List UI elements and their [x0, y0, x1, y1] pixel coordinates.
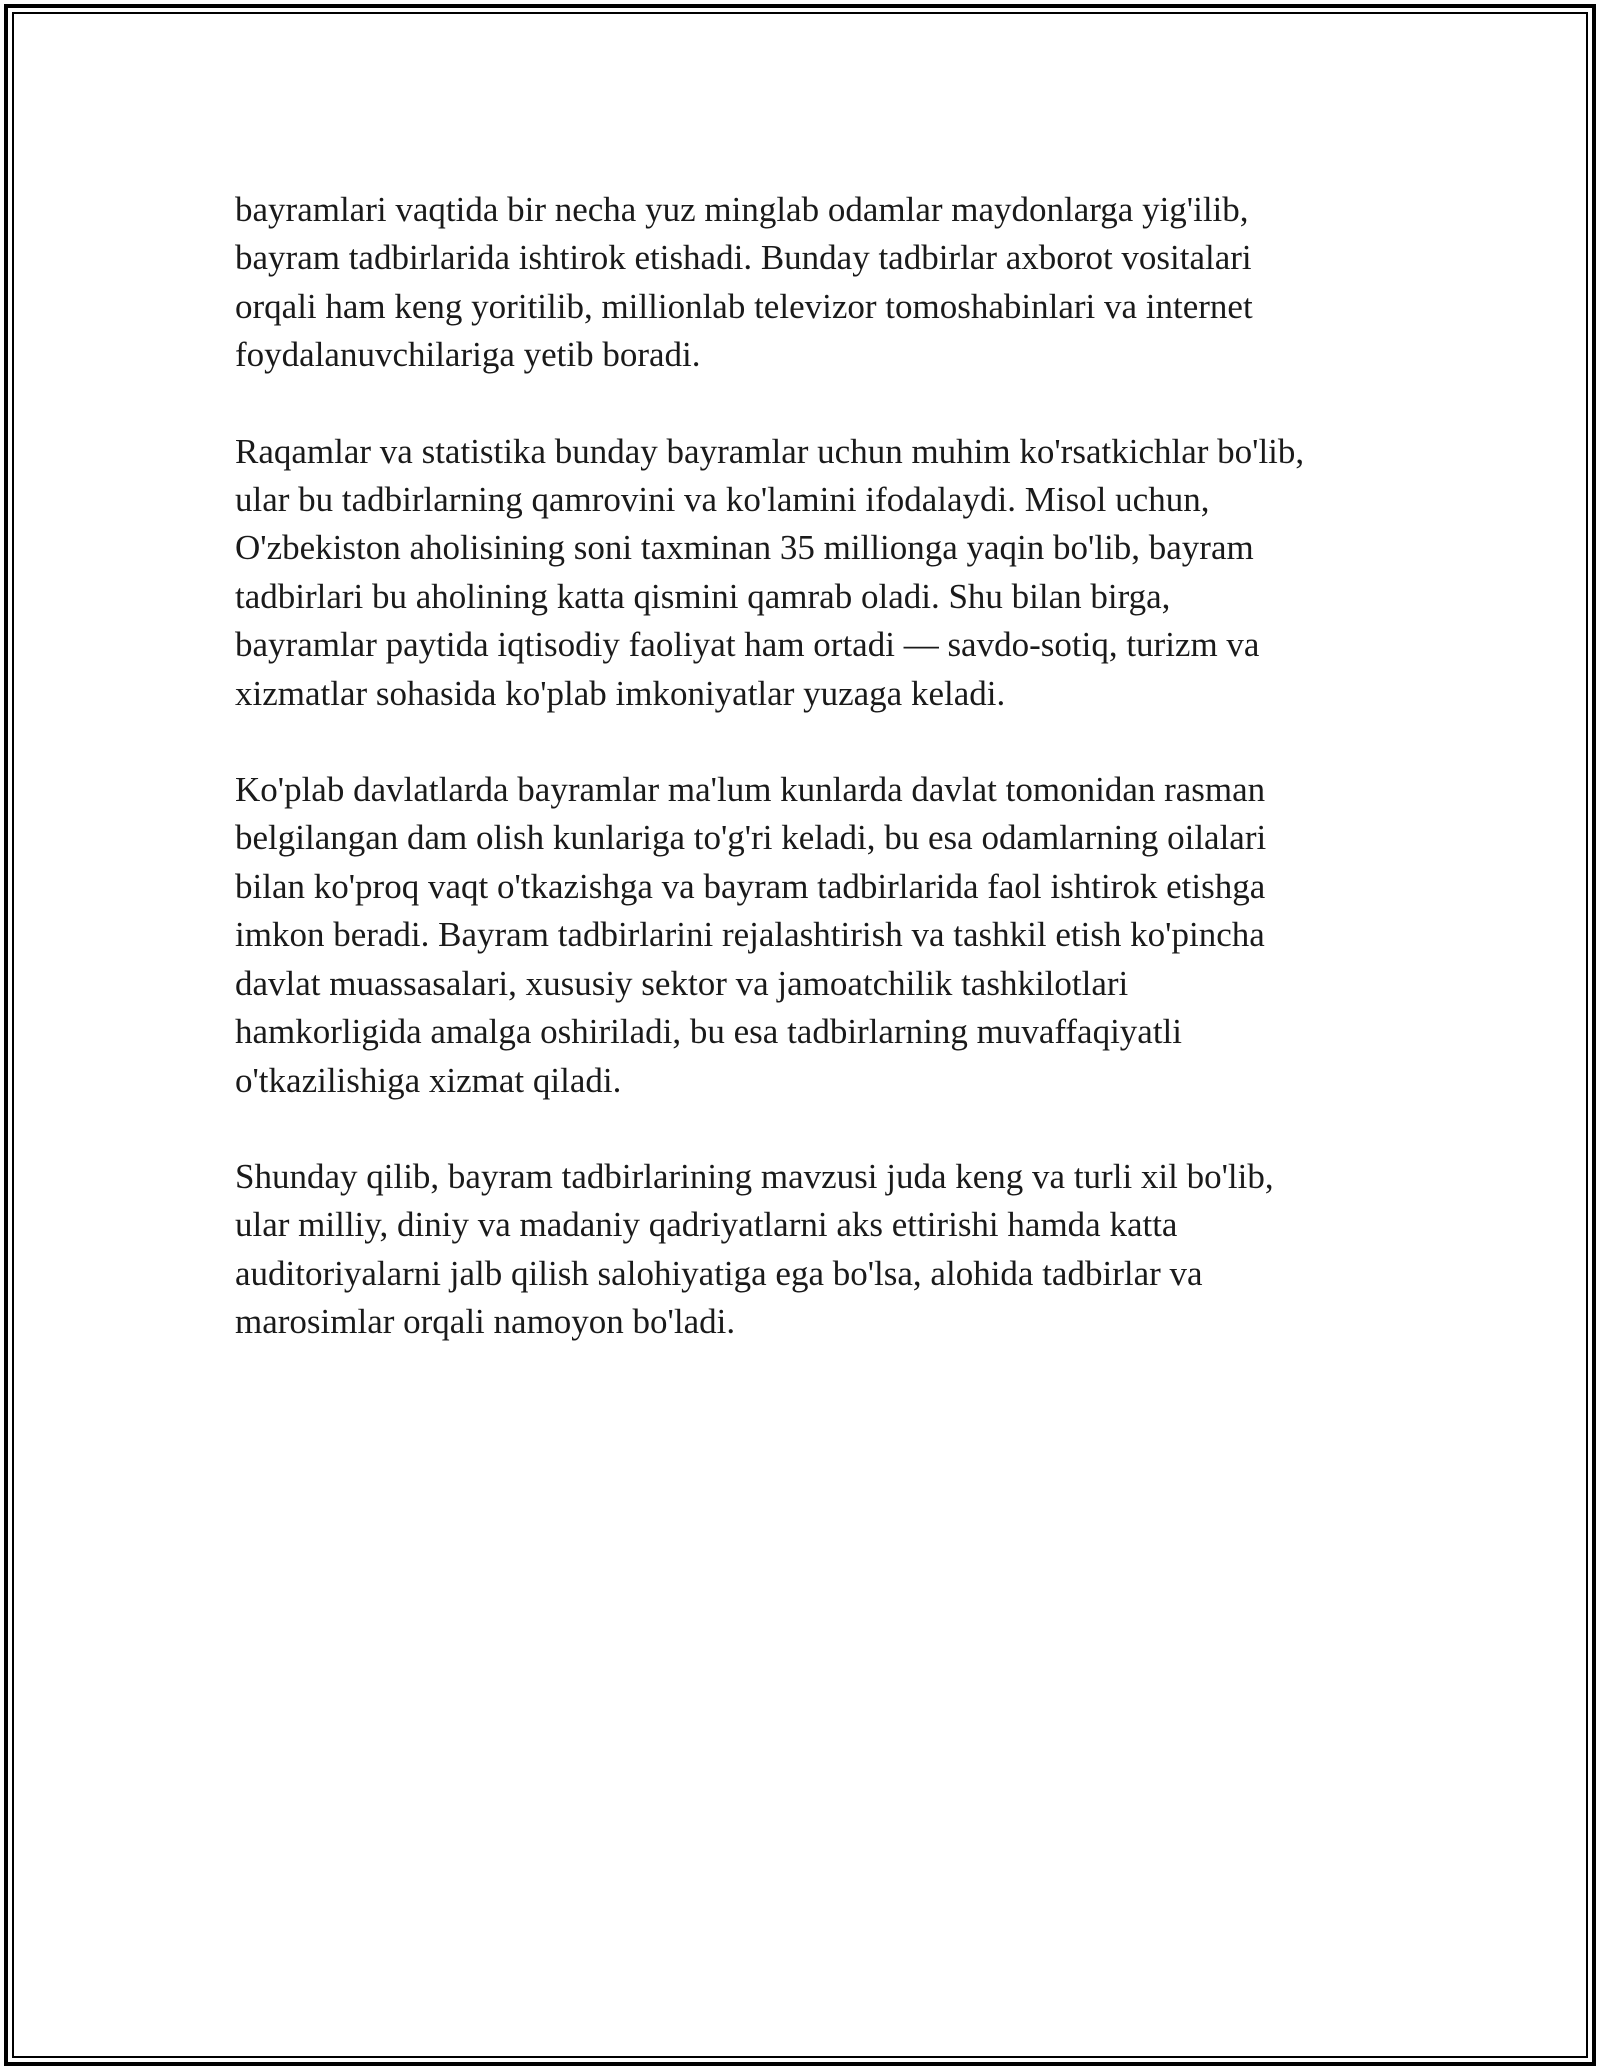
paragraph-line: xizmatlar sohasida ko'plab imkoniyatlar yuzaga keladi. — [235, 673, 1006, 713]
paragraph-line: marosimlar orqali namoyon bo'ladi. — [235, 1302, 736, 1342]
paragraph-line: Raqamlar va statistika bunday bayramlar uchun muhim ko'rsatkichlar bo'lib, — [235, 431, 1305, 471]
paragraph-line: Ko'plab davlatlarda bayramlar ma'lum kunlarda davlat tomonidan rasman — [235, 770, 1266, 810]
paragraph-2 — [235, 428, 1375, 718]
paragraph-line: auditoriyalarni jalb qilish salohiyatiga ega bo'lsa, alohida tadbirlar va — [235, 1253, 1203, 1293]
paragraph-4 — [235, 1153, 1375, 1347]
document-body — [235, 186, 1375, 1395]
paragraph-line: hamkorligida amalga oshiriladi, bu esa tadbirlarning muvaffaqiyatli — [235, 1012, 1182, 1052]
paragraph-line: o'tkazilishiga xizmat qiladi. — [235, 1060, 622, 1100]
paragraph-line: bilan ko'proq vaqt o'tkazishga va bayram tadbirlarida faol ishtirok etishga — [235, 866, 1266, 906]
paragraph-line: Shunday qilib, bayram tadbirlarining mavzusi juda keng va turli xil bo'lib, — [235, 1156, 1274, 1196]
paragraph-line: bayramlar paytida iqtisodiy faoliyat ham ortadi — savdo-sotiq, turizm va — [235, 625, 1260, 665]
paragraph-line: imkon beradi. Bayram tadbirlarini rejalashtirish va tashkil etish ko'pincha — [235, 915, 1265, 955]
paragraph-line: foydalanuvchilariga yetib boradi. — [235, 335, 701, 375]
paragraph-line: tadbirlari bu aholining katta qismini qamrab oladi. Shu bilan birga, — [235, 576, 1171, 616]
paragraph-line: bayramlari vaqtida bir necha yuz minglab odamlar maydonlarga yig'ilib, — [235, 190, 1249, 229]
paragraph-line: ular bu tadbirlarning qamrovini va ko'lamini ifodalaydi. Misol uchun, — [235, 480, 1210, 520]
paragraph-line: ular milliy, diniy va madaniy qadriyatlarni aks ettirishi hamda katta — [235, 1205, 1178, 1245]
paragraph-3 — [235, 766, 1375, 1105]
paragraph-line: belgilangan dam olish kunlariga to'g'ri keladi, bu esa odamlarning oilalari — [235, 818, 1267, 858]
paragraph-line: davlat muassasalari, xususiy sektor va jamoatchilik tashkilotlari — [235, 963, 1129, 1003]
paragraph-line: orqali ham keng yoritilib, millionlab televizor tomoshabinlari va internet — [235, 286, 1253, 326]
paragraph-1 — [235, 186, 1375, 380]
paragraph-line: O'zbekiston aholisining soni taxminan 35 millionga yaqin bo'lib, bayram — [235, 528, 1254, 568]
paragraph-line: bayram tadbirlarida ishtirok etishadi. Bunday tadbirlar axborot vositalari — [235, 238, 1252, 278]
